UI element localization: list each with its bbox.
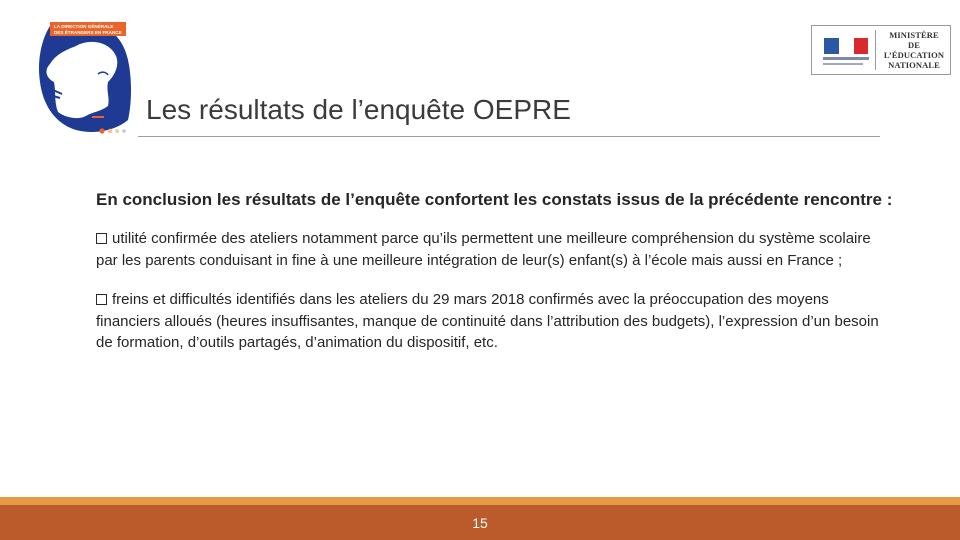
ministry-line-1: MINISTÈRE (889, 30, 939, 40)
french-flag-icon (824, 38, 868, 54)
bullet-item-1 (96, 228, 896, 271)
dgef-logo (36, 16, 136, 138)
bullet-text-1: utilité confirmée des ateliers notamment parce qu’ils permettent une meilleure compréhension du système scolaire par les parents conduisant in fine à une meilleure intégration de leur(s) enfant(s) à l’école mais aussi en France ; (96, 230, 871, 269)
footer-accent-bar (0, 497, 960, 505)
slide-title: Les résultats de l’enquête OEPRE (146, 94, 571, 125)
checkbox-bullet-icon (96, 294, 107, 305)
ministry-logo (811, 25, 951, 75)
checkbox-bullet-icon (96, 233, 107, 244)
ministry-line-2: DE L’ÉDUCATION (883, 40, 945, 60)
bullet-text-2: freins et difficultés identifiés dans les ateliers du 29 mars 2018 confirmés avec la préoccupation des moyens financiers alloués (heures insuffisantes, manque de continuité dans l’attribution des budgets), l’expression d’un besoin de formation, d’outils partagés, d’animation du dispositif, etc. (96, 291, 879, 351)
republic-line (823, 63, 863, 65)
marianne-flag-block (817, 30, 876, 70)
slide-body (96, 188, 896, 372)
logo-line-1: LA DIRECTION GÉNÉRALE (54, 24, 114, 29)
ministry-name (878, 30, 950, 70)
ministry-line-3: NATIONALE (888, 60, 940, 70)
title-divider (138, 136, 880, 137)
logo-line-2: DES ÉTRANGERS EN FRANCE (54, 30, 122, 35)
page-number: 15 (472, 515, 488, 531)
motto-line (823, 57, 869, 60)
conclusion-lead: En conclusion les résultats de l’enquête confortent les constats issus de la précédente rencontre : (96, 190, 893, 209)
bullet-item-2 (96, 289, 896, 354)
